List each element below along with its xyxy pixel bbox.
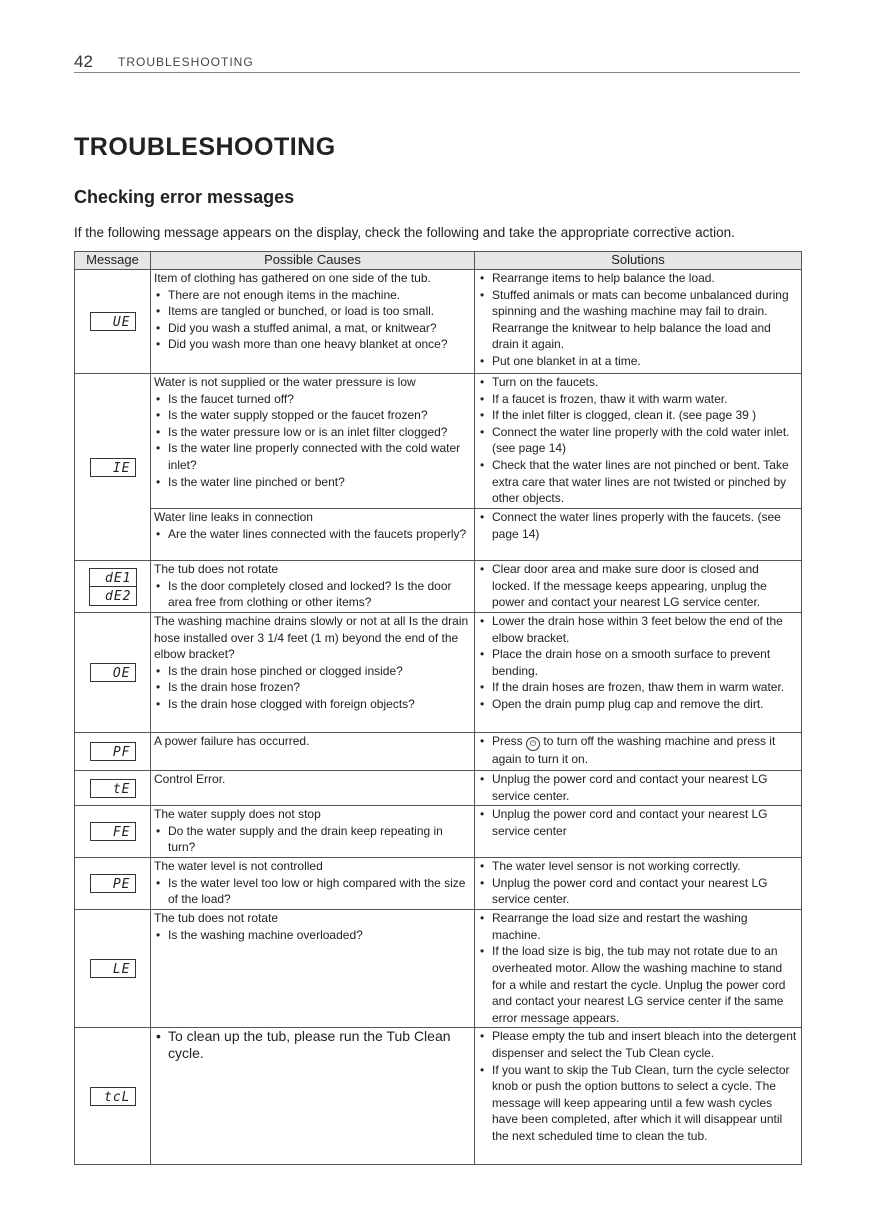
possible-causes-cell [151,733,475,771]
list-item: • There are not enough items in the machine. [168,287,472,304]
error-code: PE [90,874,136,893]
cause-lead: Water is not supplied or the water pressure is low [154,375,416,389]
list-item: • Are the water lines connected with the faucets properly? [168,526,472,543]
list-item: • Place the drain hose on a smooth surface to prevent bending. [492,646,799,679]
possible-causes-cell [151,374,475,509]
possible-causes-cell [151,771,475,806]
solutions-cell [475,910,802,1028]
section-subtitle: Checking error messages [74,187,295,207]
table-row [75,733,802,771]
list-item: • Rearrange items to help balance the load. [492,270,799,287]
cause-list [154,287,472,353]
solution-list [478,771,799,804]
list-item: • If a faucet is frozen, thaw it with warm water. [492,391,799,408]
possible-causes-cell [151,613,475,733]
header-section-name: TROUBLESHOOTING [118,55,254,69]
list-item: • Unplug the power cord and contact your nearest LG service center. [492,875,799,908]
table-row [75,910,802,1028]
page-number: 42 [74,52,93,71]
cause-list [154,391,472,491]
page-header [74,50,800,73]
list-item: • Unplug the power cord and contact your nearest LG service center. [492,771,799,804]
message-cell [75,613,151,733]
solutions-cell [475,858,802,910]
cause-lead: Control Error. [154,772,226,786]
list-item: • If the load size is big, the tub may not rotate due to an overheated motor. Allow the washing machine to stand for a while and restart the cycle. Unplug the power cord and contact your nearest LG service center if the same error message appears. [492,943,799,1026]
message-cell [75,910,151,1028]
possible-causes-cell [151,910,475,1028]
table-row [75,806,802,858]
solution-text-pre: Press [492,734,523,748]
cause-lead: A power failure has occurred. [154,734,310,748]
list-item: • Lower the drain hose within 3 feet below the end of the elbow bracket. [492,613,799,646]
message-cell [75,561,151,613]
cause-list [154,578,472,611]
list-item: • Clear door area and make sure door is closed and locked. If the message keeps appearing, unplug the power and contact your nearest LG service center. [492,561,799,611]
error-code: FE [90,822,136,841]
list-item: • Is the water level too low or high compared with the size of the load? [168,875,472,908]
table-row [75,509,802,561]
solutions-cell [475,613,802,733]
message-cell [75,806,151,858]
list-item: • Items are tangled or bunched, or load is too small. [168,303,472,320]
power-button-icon: ⏻ [526,737,540,751]
table-row [75,1028,802,1165]
list-item: • Did you wash more than one heavy blanket at once? [168,336,472,353]
solutions-cell [475,270,802,374]
list-item: • Do the water supply and the drain keep repeating in turn? [168,823,472,856]
cause-lead: Item of clothing has gathered on one side of the tub. [154,271,431,285]
list-item: • Put one blanket in at a time. [492,353,799,370]
header-message: Message [75,252,151,270]
solutions-cell [475,374,802,509]
table-row [75,270,802,374]
possible-causes-cell [151,509,475,561]
solution-list [478,561,799,611]
page-title: TROUBLESHOOTING [74,133,336,161]
list-item: • Is the drain hose frozen? [168,679,472,696]
table-row [75,561,802,613]
cause-list [154,526,472,543]
error-code: IE [90,458,136,477]
header-possible-causes: Possible Causes [151,252,475,270]
error-code: PF [90,742,136,761]
cause-lead: The tub does not rotate [154,911,279,926]
solutions-cell [475,561,802,613]
message-cell [75,270,151,374]
table-row [75,858,802,910]
solutions-cell [475,733,802,771]
solution-list [478,858,799,908]
list-item [492,733,799,768]
list-item: • Is the faucet turned off? [168,391,472,408]
list-item: • Is the drain hose pinched or clogged inside? [168,663,472,680]
cause-lead: The washing machine drains slowly or not at all Is the drain hose installed over 3 1/4 feet (1 m) beyond the end of the elbow bracket? [154,614,469,662]
solution-list [478,806,799,839]
list-item: • Connect the water lines properly with the faucets. (see page 14) [492,509,799,542]
list-item: • Unplug the power cord and contact your nearest LG service center [492,806,799,839]
possible-causes-cell [151,270,475,374]
list-item: • Open the drain pump plug cap and remove the dirt. [492,696,799,713]
cause-lead: The tub does not rotate [154,562,279,576]
message-cell [75,771,151,806]
solutions-cell [475,1028,802,1165]
error-code: OE [90,663,136,682]
list-item: • Is the water supply stopped or the faucet frozen? [168,407,472,424]
cause-list [154,1028,472,1062]
list-item: • Is the drain hose clogged with foreign objects? [168,696,472,713]
solutions-cell [475,509,802,561]
intro-text: If the following message appears on the display, check the following and take the appropriate corrective action. [74,225,735,240]
list-item: • Is the water pressure low or is an inlet filter clogged? [168,424,472,441]
cause-list [154,823,472,856]
cause-list [154,663,472,713]
table-row [75,613,802,733]
list-item: • Did you wash a stuffed animal, a mat, or knitwear? [168,320,472,337]
error-code: dE2 [89,587,137,606]
possible-causes-cell [151,1028,475,1165]
message-cell [75,733,151,771]
table-row [75,374,802,509]
list-item: • Turn on the faucets. [492,374,799,391]
list-item: • Please empty the tub and insert bleach into the detergent dispenser and select the Tub Clean cycle. [492,1028,799,1061]
list-item: • Is the water line properly connected with the cold water inlet? [168,440,472,473]
message-cell [75,1028,151,1165]
list-item: • If the inlet filter is clogged, clean it. (see page 39 ) [492,407,799,424]
list-item: • The water level sensor is not working correctly. [492,858,799,875]
list-item: • Is the washing machine overloaded? [168,927,472,944]
possible-causes-cell [151,561,475,613]
solutions-cell [475,806,802,858]
error-code: tE [90,779,136,798]
solution-text-post: to turn off the washing machine and press it again to turn it on. [492,734,776,766]
solutions-cell [475,771,802,806]
error-code: tcL [90,1087,136,1106]
list-item: • Is the door completely closed and locked? Is the door area free from clothing or other items? [168,578,472,611]
possible-causes-cell [151,858,475,910]
header-solutions: Solutions [475,252,802,270]
list-item: • If you want to skip the Tub Clean, turn the cycle selector knob or push the option buttons to select a cycle. The message will keep appearing until a few wash cycles have been completed, after which it will disappear until the next scheduled time to clean the tub. [492,1062,799,1145]
cause-list [154,927,472,944]
table-row [75,771,802,806]
solution-list [478,270,799,370]
cause-lead: The water supply does not stop [154,807,321,822]
possible-causes-cell [151,806,475,858]
solution-list [478,509,799,542]
list-item: • To clean up the tub, please run the Tub Clean cycle. [168,1028,472,1062]
table-header-row [75,252,802,270]
list-item: • If the drain hoses are frozen, thaw them in warm water. [492,679,799,696]
solution-list [478,1028,799,1144]
list-item: • Stuffed animals or mats can become unbalanced during spinning and the washing machine may fail to drain. Rearrange the knitwear to help balance the load and drain it again. [492,287,799,353]
cause-lead: Water line leaks in connection [154,510,313,524]
list-item: • Connect the water line properly with the cold water inlet. (see page 14) [492,424,799,457]
solution-list [478,733,799,768]
error-code: dE1 [89,568,137,587]
list-item: • Is the water line pinched or bent? [168,474,472,491]
list-item: • Rearrange the load size and restart the washing machine. [492,910,799,943]
solution-list [478,910,799,1026]
message-cell [75,858,151,910]
list-item: • Check that the water lines are not pinched or bent. Take extra care that water lines are not twisted or pinched by other objects. [492,457,799,507]
cause-lead: The water level is not controlled [154,859,323,874]
message-cell [75,374,151,561]
error-code: LE [90,959,136,978]
cause-list [154,875,472,908]
error-code: UE [90,312,136,331]
solution-list [478,613,799,713]
solution-list [478,374,799,507]
error-messages-table [74,251,802,1165]
